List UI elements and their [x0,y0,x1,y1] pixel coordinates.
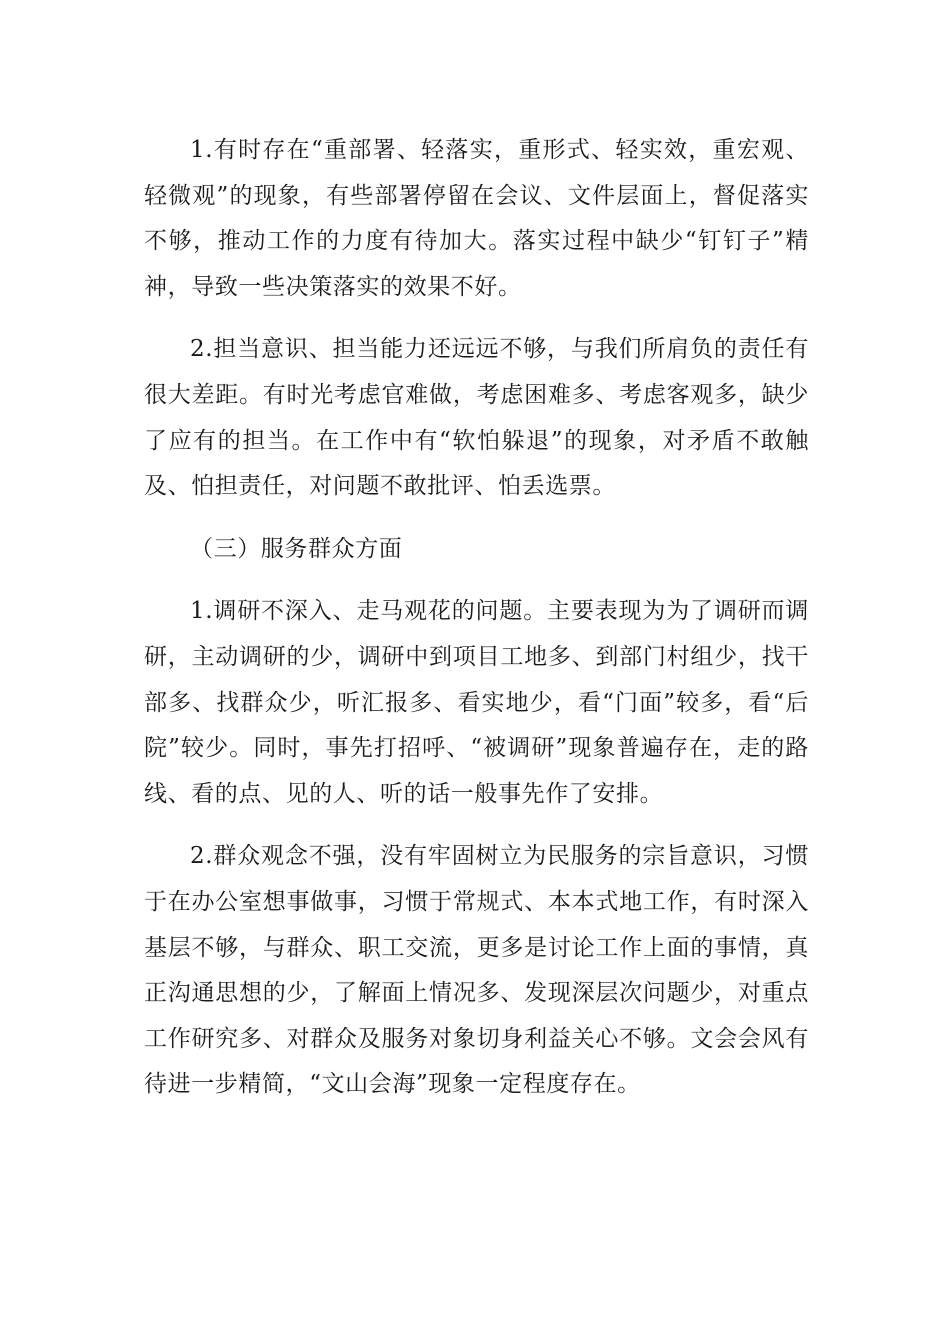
paragraph-1-1: 1.有时存在“重部署、轻落实，重形式、轻实效，重宏观、轻微观”的现象，有些部署停留在会议、文件层面上，督促落实不够，推动工作的力度有待加大。落实过程中缺少“钉钉子”精神，导致一些决策落实的效果不好。 [144,137,809,300]
paragraph-1-2: 2.担当意识、担当能力还远远不够，与我们所肩负的责任有很大差距。有时光考虑官难做，考虑困难多、考虑客观多，缺少了应有的担当。在工作中有“软怕躲退”的现象，对矛盾不敢触及、怕担责任，对问题不敢批评、怕丢选票。 [144,336,809,500]
document-body [144,128,809,1125]
paragraph-3-1: 1.调研不深入、走马观花的问题。主要表现为为了调研而调研，主动调研的少，调研中到项目工地多、到部门村组少，找干部多、找群众少，听汇报多、看实地少，看“门面”较多，看“后院”较少。同时，事先打招呼、“被调研”现象普遍存在，走的路线、看的点、见的人、听的话一般事先作了安排。 [144,598,809,807]
section-heading-3: （三）服务群众方面 [190,535,403,562]
paragraph-3-2: 2.群众观念不强，没有牢固树立为民服务的宗旨意识，习惯于在办公室想事做事，习惯于常规式、本本式地工作，有时深入基层不够，与群众、职工交流，更多是讨论工作上面的事情，真正沟通思想的少，了解面上情况多、发现深层次问题少，对重点工作研究多、对群众及服务对象切身利益关心不够。文会会风有待进一步精简，“文山会海”现象一定程度存在。 [144,843,809,1098]
